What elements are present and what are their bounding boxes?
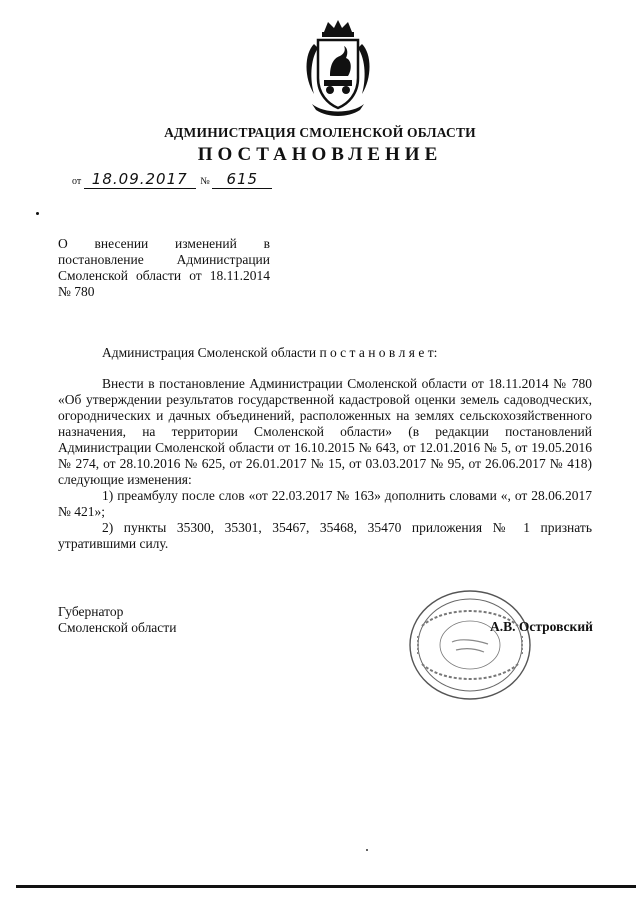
official-stamp-icon (404, 586, 536, 704)
position-line-1: Губернатор (58, 604, 124, 619)
organization-name: АДМИНИСТРАЦИЯ СМОЛЕНСКОЙ ОБЛАСТИ (164, 125, 476, 140)
signatory-name: А.В. Островский (490, 619, 593, 634)
date-number-line (72, 170, 272, 189)
coat-of-arms-icon (300, 18, 376, 118)
scan-speck (366, 849, 368, 851)
document-type-title: ПОСТАНОВЛЕНИЕ (197, 144, 443, 165)
signatory-position (58, 604, 176, 636)
body-item-1: 1) преамбулу после слов «от 22.03.2017 № 163» дополнить словами «, от 28.06.2017 № 421»; (58, 488, 592, 519)
number-prefix: № (200, 176, 210, 187)
ink-dot (36, 212, 39, 215)
document-number: 615 (212, 170, 272, 189)
decree-line: Администрация Смоленской области п о с т а н о в л я е т: (102, 345, 438, 360)
position-line-2: Смоленской области (58, 620, 177, 635)
page-bottom-edge (16, 885, 636, 888)
date-prefix: от (72, 176, 82, 187)
body-paragraph: Внести в постановление Администрации Смоленской области от 18.11.2014 № 780 «Об утверждении результатов государственной кадастровой оценки земель садоводческих, огороднических и дачных объединений, расположенных на землях сельскохозяйственного назначения, на территории Смоленской области» (в редакции постановлений Администрации Смоленской области от 16.10.2015 № 643, от 12.01.2016 № 5, от 19.05.2016 № 274, от 28.10.2016 № 625, от 26.01.2017 № 15, от 03.03.2017 № 95, от 26.06.2017 № 418) следующие изменения: (58, 376, 592, 487)
document-subject: О внесении изменений в постановление Администрации Смоленской области от 18.11.2014 № 780 (58, 236, 270, 299)
document-date: 18.09.2017 (84, 170, 196, 189)
body-item-2: 2) пункты 35300, 35301, 35467, 35468, 35470 приложения № 1 признать утратившими силу. (58, 520, 592, 551)
document-body (58, 376, 592, 552)
